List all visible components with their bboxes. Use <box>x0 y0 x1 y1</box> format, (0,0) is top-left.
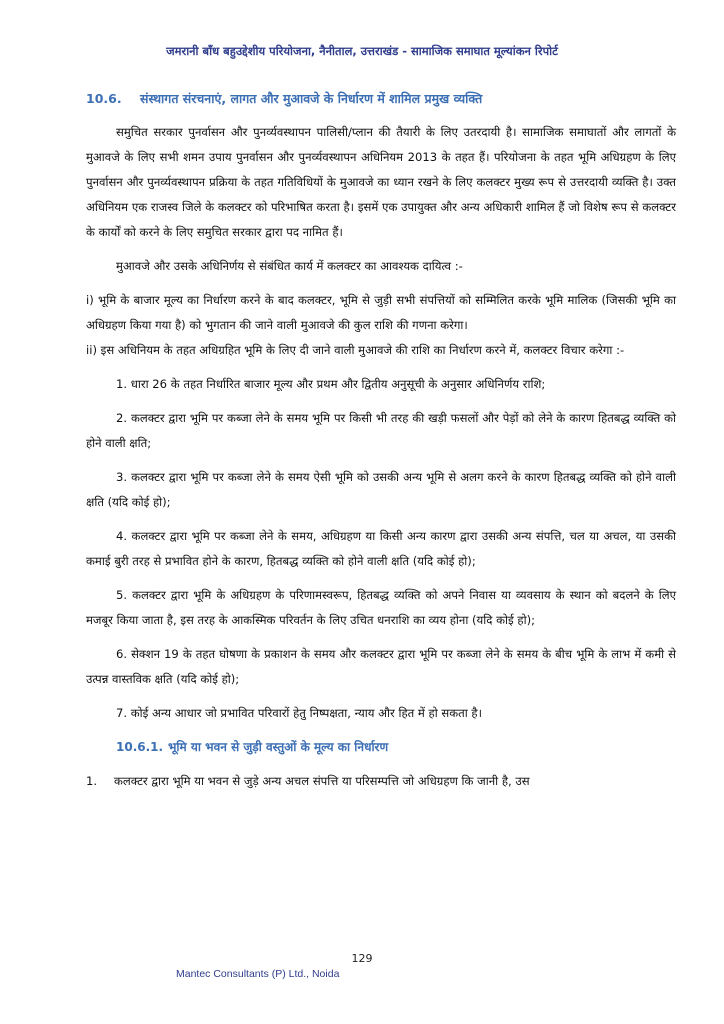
numbered-item: 2. कलक्टर द्वारा भूमि पर कब्जा लेने के समय भूमि पर किसी भी तरह की खड़ी फसलों और पेड़ों को लेने के कारण हितबद्ध व्यक्ति को होने वाली क्षति; <box>86 411 676 450</box>
subsection-item-number: 1. <box>86 774 98 788</box>
duties-lead-paragraph: मुआवजे और उसके अधिनिर्णय से संबंधित कार्य में कलक्टर का आवश्यक दायित्व :- <box>116 259 463 273</box>
document-body <box>86 120 676 803</box>
footer-company: Mantec Consultants (P) Ltd., Noida <box>176 968 340 980</box>
numbered-item: 3. कलक्टर द्वारा भूमि पर कब्जा लेने के समय ऐसी भूमि को उसकी अन्य भूमि से अलग करने के कारण हितबद्ध व्यक्ति को होने वाली क्षति (यदि कोई हो); <box>86 470 676 509</box>
subsection-item-text: कलक्टर द्वारा भूमि या भवन से जुड़े अन्य अचल संपत्ति या परिसम्पत्ति जो अधिग्रहण कि जानी है, उस <box>114 774 530 788</box>
page-number: 129 <box>351 952 373 965</box>
section-heading <box>86 90 686 107</box>
numbered-item: 7. कोई अन्य आधार जो प्रभावित परिवारों हेतु निष्पक्षता, न्याय और हित में हो सकता है। <box>116 706 482 720</box>
subsection-title: भूमि या भवन से जुड़ी वस्तुओं के मूल्य का निर्धारण <box>168 740 389 754</box>
subsection-item <box>86 769 676 794</box>
section-title: संस्थागत संरचनाएं, लागत और मुआवजे के निर्धारण में शामिल प्रमुख व्यक्ति <box>140 91 483 106</box>
roman-item: i) भूमि के बाजार मूल्य का निर्धारण करने के बाद कलक्टर, भूमि से जुड़ी सभी संपत्तियों को सम्मिलित करके भूमि मालिक (जिसकी भूमि का अधिग्रहण किया गया है) को भुगतान की जाने वाली मुआवजे की कुल राशि की गणना करेगा। <box>86 293 676 332</box>
roman-item: ii) इस अधिनियम के तहत अधिग्रहित भूमि के लिए दी जाने वाली मुआवजे की राशि का निर्धारण करने में, कलक्टर विचार करेगा :- <box>86 343 625 357</box>
numbered-item: 5. कलक्टर द्वारा भूमि के अधिग्रहण के परिणामस्वरूप, हितबद्ध व्यक्ति को अपने निवास या व्यवसाय के स्थान को बदलने के लिए मजबूर किया जाता है, इस तरह के आकस्मिक परिवर्तन के लिए उचित धनराशि का व्यय होना (यदि कोई हो); <box>86 588 676 627</box>
subsection-heading <box>116 735 676 760</box>
numbered-item: 1. धारा 26 के तहत निर्धारित बाजार मूल्य और प्रथम और द्वितीय अनुसूची के अनुसार अधिनिर्णय राशि; <box>116 377 546 391</box>
subsection-number: 10.6.1. <box>116 740 164 754</box>
numbered-item: 4. कलक्टर द्वारा भूमि पर कब्जा लेने के समय, अधिग्रहण या किसी अन्य कारण द्वारा उसकी अन्य संपत्ति, चल या अचल, या उसकी कमाई बुरी तरह से प्रभावित होने के कारण, हितबद्ध व्यक्ति को होने वाली क्षति (यदि कोई हो); <box>86 529 676 568</box>
report-header: जमरानी बाँध बहुउद्देशीय परियोजना, नैनीताल, उत्तराखंड - सामाजिक समाघात मूल्यांकन रिपोर्ट <box>166 44 558 58</box>
intro-paragraph: समुचित सरकार पुनर्वासन और पुनर्व्यवस्थापन पालिसी/प्लान की तैयारी के लिए उतरदायी है। सामाजिक समाघातों और लागतों के मुआवजे के लिए सभी शमन उपाय पुनर्वासन और पुनर्व्यवस्थापन अधिनियम 2013 के तहत हैं। परियोजना के तहत भूमि अधिग्रहण के लिए पुनर्वासन और पुनर्व्यवस्थापन प्रक्रिया के तहत गतिविधियों के मुआवजे का ध्यान रखने के लिए कलक्टर मुख्य रूप से उत्तरदायी व्यक्ति है। उक्त अधिनियम एक राजस्व जिले के कलक्टर को परिभाषित करता है। इसमें एक उपायुक्त और अन्य अधिकारी शामिल हैं जो विशेष रूप से कलक्टर के कार्यों को करने के लिए समुचित सरकार द्वारा पद नामित हैं। <box>86 125 676 239</box>
numbered-item: 6. सेक्शन 19 के तहत घोषणा के प्रकाशन के समय और कलक्टर द्वारा भूमि पर कब्जा लेने के समय के बीच भूमि के लाभ में कमी से उत्पन्न वास्तविक क्षति (यदि कोई हो); <box>86 647 676 686</box>
section-number: 10.6. <box>86 91 122 106</box>
roman-list <box>86 288 676 363</box>
